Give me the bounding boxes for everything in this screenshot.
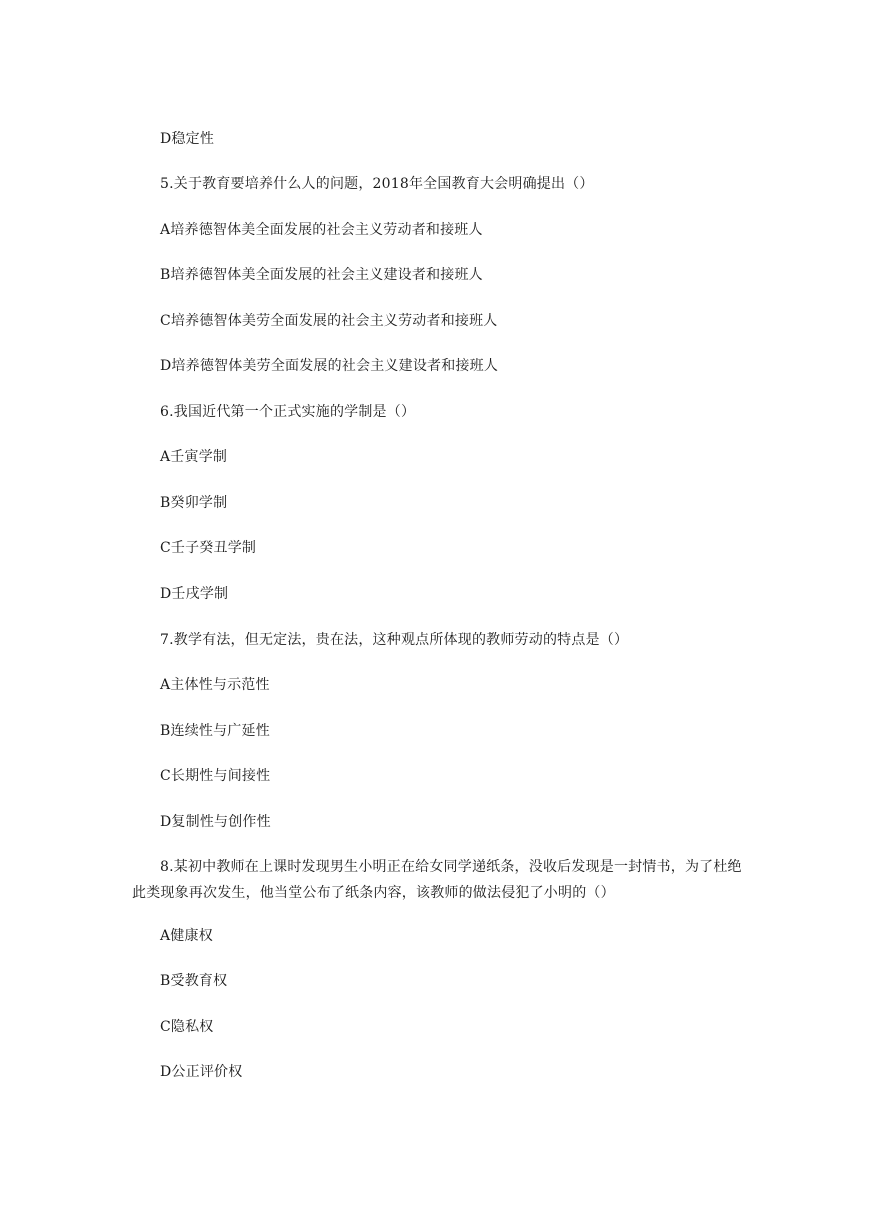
q8-option-c: C隐私权 [160, 1019, 214, 1035]
q7-option-b: B连续性与广延性 [160, 723, 270, 739]
q6-option-d: D壬戌学制 [160, 586, 229, 602]
q8-option-a: A健康权 [160, 928, 213, 944]
q5-option-c: C培养德智体美劳全面发展的社会主义劳动者和接班人 [160, 313, 498, 329]
q5-option-a: A培养德智体美全面发展的社会主义劳动者和接班人 [160, 222, 483, 238]
q5-option-b: B培养德智体美全面发展的社会主义建设者和接班人 [160, 267, 483, 283]
q7-option-d: D复制性与创作性 [160, 814, 271, 830]
q5-question: 5.关于教育要培养什么人的问题，2018年全国教育大会明确提出（） [160, 176, 594, 192]
q7-option-a: A主体性与示范性 [160, 677, 270, 693]
q8-option-b: B受教育权 [160, 973, 228, 989]
q4-option-d: D稳定性 [160, 131, 215, 147]
q8-question: 8.某初中教师在上课时发现男生小明正在给女同学递纸条，没收后发现是一封情书，为了杜绝此类现象再次发生，他当堂公布了纸条内容，该教师的做法侵犯了小明的（） [132, 859, 742, 901]
q6-option-a: A壬寅学制 [160, 449, 228, 465]
q8-option-d: D公正评价权 [160, 1064, 243, 1080]
q7-option-c: C长期性与间接性 [160, 768, 271, 784]
q6-option-c: C壬子癸丑学制 [160, 540, 257, 556]
q6-question: 6.我国近代第一个正式实施的学制是（） [160, 404, 416, 420]
q6-option-b: B癸卯学制 [160, 495, 228, 511]
q5-option-d: D培养德智体美劳全面发展的社会主义建设者和接班人 [160, 358, 499, 374]
q7-question: 7.教学有法，但无定法，贵在法，这种观点所体现的教师劳动的特点是（） [160, 632, 629, 648]
